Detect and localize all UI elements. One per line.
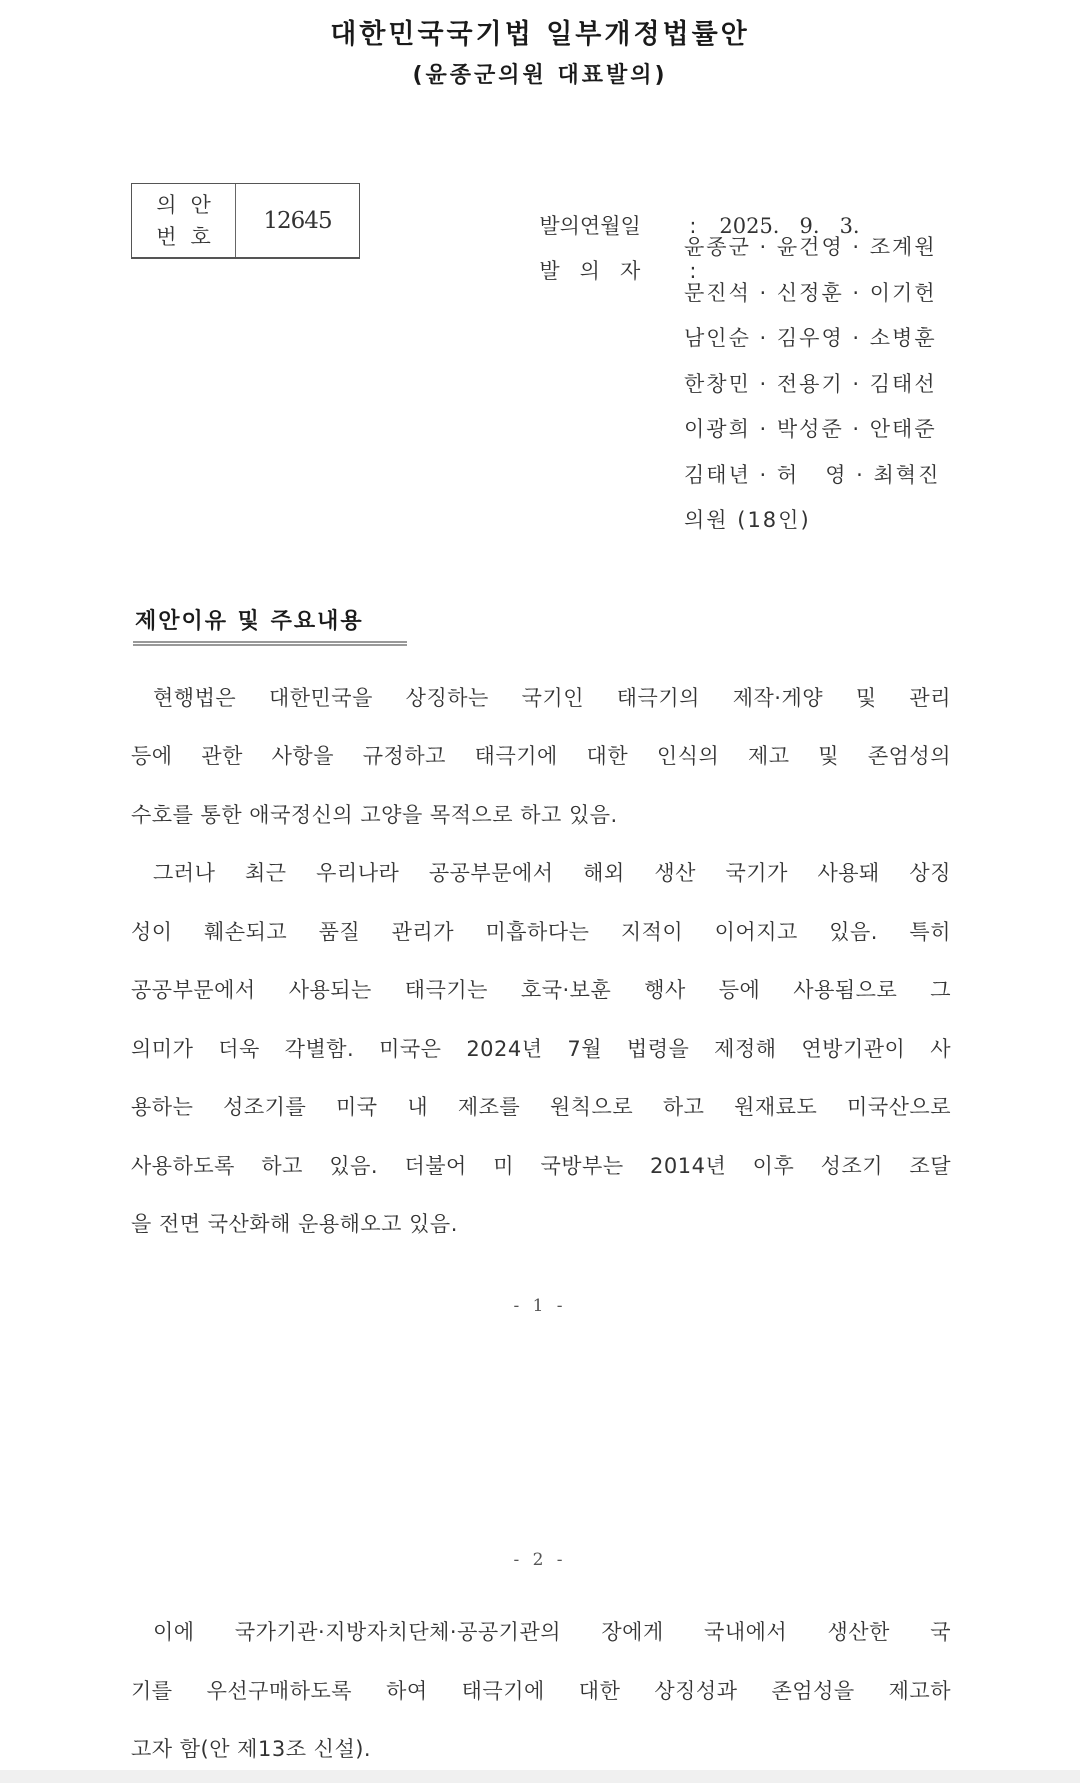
bill-number-value: 12645	[263, 207, 332, 234]
body-line: 현행법은 대한민국을 상징하는 국기인 태극기의 제작·게양 및 관리	[153, 686, 951, 710]
viewer-bottom-edge	[0, 1770, 1080, 1783]
body-line: 을 전면 국산화해 운용해오고 있음.	[131, 1212, 458, 1236]
bill-number-label-line2: 번호	[156, 224, 225, 249]
document-subtitle: (윤종군의원 대표발의)	[412, 63, 668, 88]
sponsor-line: 이광희 · 박성준 · 안태준	[684, 417, 937, 441]
proposal-date-label: 발의연월일	[539, 214, 641, 238]
sponsor-line: 남인순 · 김우영 · 소병훈	[684, 326, 937, 350]
body-line: 기를 우선구매하도록 하여 태극기에 대한 상징성과 존엄성을 제고하	[131, 1679, 951, 1703]
bill-number-label	[132, 184, 236, 257]
page-number-1: - 1 -	[513, 1296, 567, 1316]
sponsor-count: 의원 (18인)	[684, 508, 811, 532]
body-line: 고자 함(안 제13조 신설).	[131, 1737, 372, 1761]
bill-number-table	[131, 183, 360, 259]
colon: :	[689, 214, 697, 238]
body-line: 용하는 성조기를 미국 내 제조를 원칙으로 하고 원재료도 미국산으로	[131, 1095, 951, 1119]
proposal-date-value: 2025. 9. 3.	[719, 214, 860, 238]
body-line: 공공부문에서 사용되는 태극기는 호국·보훈 행사 등에 사용됨으로 그	[131, 978, 951, 1002]
body-line: 이에 국가기관·지방자치단체·공공기관의 장에게 국내에서 생산한 국	[153, 1620, 951, 1644]
sponsor-line: 한창민 · 전용기 · 김태선	[684, 372, 937, 396]
sponsor-line: 문진석 · 신정훈 · 이기헌	[684, 281, 937, 305]
page-number-2: - 2 -	[513, 1550, 567, 1570]
bill-number-label-line1: 의안	[156, 192, 225, 217]
sponsor-label: 발 의 자	[539, 259, 641, 283]
body-line: 의미가 더욱 각별함. 미국은 2024년 7월 법령을 제정해 연방기관이 사	[131, 1037, 951, 1061]
body-line: 등에 관한 사항을 규정하고 태극기에 대한 인식의 제고 및 존엄성의	[131, 744, 951, 768]
section-heading: 제안이유 및 주요내용	[135, 609, 364, 634]
colon: :	[689, 259, 697, 283]
body-line: 수호를 통한 애국정신의 고양을 목적으로 하고 있음.	[131, 803, 618, 827]
sponsor-line: 윤종군 · 윤건영 · 조계원	[684, 235, 937, 259]
sponsor-line: 김태년 · 허 영 · 최혁진	[684, 463, 941, 487]
heading-underline	[133, 641, 407, 646]
document-title: 대한민국국기법 일부개정법률안	[330, 19, 750, 50]
body-line: 사용하도록 하고 있음. 더불어 미 국방부는 2014년 이후 성조기 조달	[131, 1154, 951, 1178]
body-line: 그러나 최근 우리나라 공공부문에서 해외 생산 국기가 사용돼 상징	[153, 861, 951, 885]
body-line: 성이 훼손되고 품질 관리가 미흡하다는 지적이 이어지고 있음. 특히	[131, 920, 951, 944]
